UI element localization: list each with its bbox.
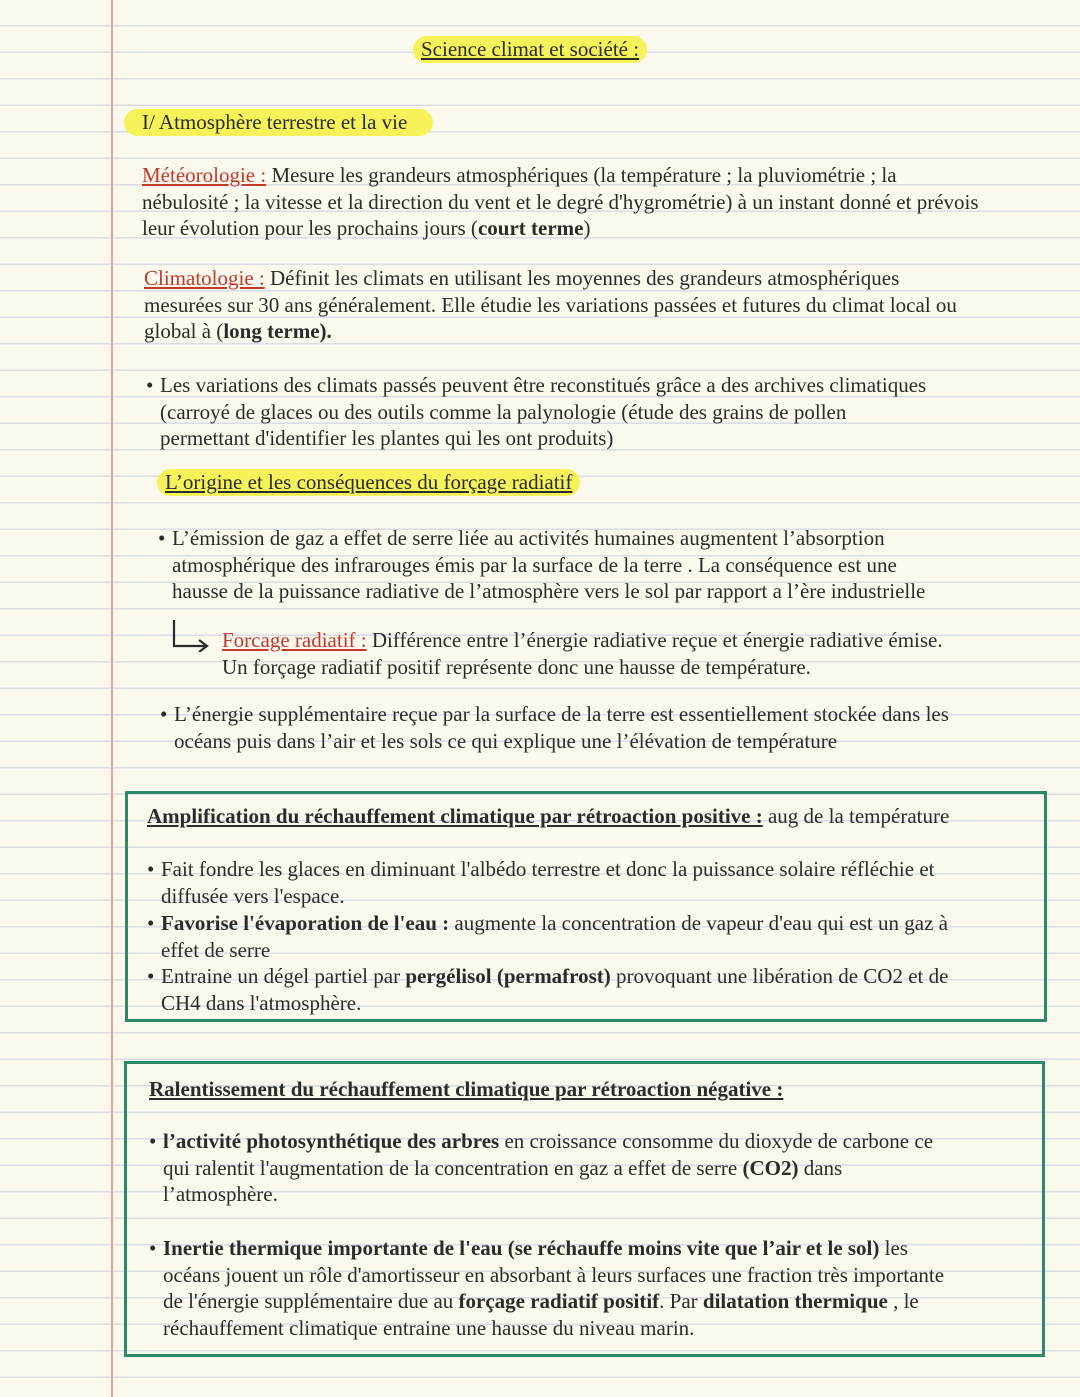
list-item-archives bbox=[146, 372, 1060, 452]
bullet-icon: • bbox=[147, 857, 155, 881]
bullet-icon: • bbox=[149, 1236, 157, 1260]
forcage-term: Forcage radiatif : bbox=[222, 628, 367, 652]
bullet-icon: • bbox=[160, 702, 168, 726]
meteo-line-1: Mesure les grandeurs atmosphériques (la température ; la pluviométrie ; la bbox=[266, 163, 897, 187]
inertie-line-4: réchauffement climatique entraine une hausse du niveau marin. bbox=[163, 1315, 695, 1340]
evaporation-line-1: augmente la concentration de vapeur d'eau qui est un gaz à bbox=[449, 911, 948, 935]
photosynthese-co2: (CO2) bbox=[742, 1155, 799, 1180]
inertie-forcage: forçage radiatif positif bbox=[458, 1289, 660, 1313]
box1-item-evaporation bbox=[147, 910, 1036, 963]
meteo-line-3-end: ) bbox=[583, 216, 591, 240]
emission-line-3: hausse de la puissance radiative de l’atmosphère vers le sol par rapport a l’ère industrielle bbox=[172, 579, 926, 603]
degel-line-1-post: provoquant une libération de CO2 et de bbox=[610, 964, 949, 988]
inertie-line-3-pre: de l'énergie supplémentaire due au bbox=[163, 1289, 459, 1313]
degel-line-2: CH4 dans l'atmosphère. bbox=[161, 990, 362, 1015]
meteorologie-term: Météorologie : bbox=[142, 163, 267, 187]
photosynthese-line-2-pre: qui ralentit l'augmentation de la concentration en gaz a effet de serre bbox=[163, 1155, 743, 1180]
archives-line-2: (carroyé de glaces ou des outils comme la palynologie (étude des grains de pollen bbox=[160, 399, 847, 424]
photosynthese-line-3: l’atmosphère. bbox=[163, 1182, 278, 1206]
inertie-line-2: océans jouent un rôle d'amortisseur en absorbant à leurs surfaces une fraction très importante bbox=[163, 1262, 945, 1287]
box2-item-photosynthese bbox=[149, 1128, 1033, 1208]
climatologie-definition bbox=[144, 265, 1064, 345]
bullet-icon: • bbox=[147, 911, 155, 935]
clim-long-terme: long terme). bbox=[223, 319, 332, 343]
glaces-line-2: diffusée vers l'espace. bbox=[161, 883, 345, 908]
bullet-icon: • bbox=[147, 964, 155, 988]
photosynthese-bold: l’activité photosynthétique des arbres bbox=[163, 1129, 500, 1153]
list-item-emission bbox=[158, 525, 1062, 605]
inertie-dilatation: dilatation thermique bbox=[702, 1289, 888, 1313]
list-item-energie bbox=[160, 701, 1064, 754]
degel-bold: pergélisol (permafrost) bbox=[405, 964, 611, 988]
climatologie-term: Climatologie : bbox=[144, 266, 265, 290]
archives-line-3: permettant d'identifier les plantes qui les ont produits) bbox=[160, 426, 614, 450]
clim-line-1: Définit les climats en utilisant les moyennes des grandeurs atmosphériques bbox=[264, 266, 900, 290]
box2-title bbox=[149, 1076, 1029, 1103]
photosynthese-line-1: en croissance consomme du dioxyde de carbone ce bbox=[499, 1129, 934, 1153]
clim-line-3: global à ( bbox=[144, 319, 224, 343]
bullet-icon: • bbox=[149, 1129, 157, 1153]
meteo-line-3: leur évolution pour les prochains jours ( bbox=[142, 216, 478, 240]
inertie-bold: Inertie thermique importante de l'eau (se réchauffe moins vite que l’air et le sol) bbox=[163, 1236, 880, 1260]
box1-title-bold: Amplification du réchauffement climatique par rétroaction positive : bbox=[147, 804, 763, 828]
degel-line-1-pre: Entraine un dégel partiel par bbox=[161, 964, 406, 988]
inertie-line-3-post: , le bbox=[887, 1289, 919, 1313]
evaporation-bold: Favorise l'évaporation de l'eau : bbox=[161, 911, 450, 935]
bullet-icon: • bbox=[146, 373, 154, 397]
box2-item-inertie bbox=[149, 1235, 1033, 1341]
emission-line-1: L’émission de gaz a effet de serre liée au activités humaines augmentent l’absorption bbox=[172, 526, 885, 550]
bullet-icon: • bbox=[158, 526, 166, 550]
meteo-line-2: nébulosité ; la vitesse et la direction du vent et le degré d'hygrométrie) à un instant donné et prévois bbox=[142, 189, 979, 214]
page-title: Science climat et société : bbox=[413, 36, 647, 63]
meteo-court-terme: court terme bbox=[477, 216, 584, 240]
box2-title-bold: Ralentissement du réchauffement climatique par rétroaction négative : bbox=[149, 1077, 784, 1101]
glaces-line-1: Fait fondre les glaces en diminuant l'albédo terrestre et donc la puissance solaire réfléchie et bbox=[161, 857, 935, 881]
box1-item-degel bbox=[147, 963, 1036, 1016]
emission-line-2: atmosphérique des infrarouges émis par la surface de la terre . La conséquence est une bbox=[172, 552, 897, 577]
archives-line-1: Les variations des climats passés peuvent être reconstitués grâce a des archives climatiques bbox=[160, 373, 927, 397]
evaporation-line-2: effet de serre bbox=[161, 937, 271, 962]
section-heading-atmosphere: I/ Atmosphère terrestre et la vie bbox=[124, 109, 433, 136]
section-heading-forcage: L’origine et les conséquences du forçage radiatif bbox=[157, 469, 580, 496]
margin-line bbox=[111, 0, 113, 1397]
energie-line-2: océans puis dans l’air et les sols ce qui explique une l’élévation de température bbox=[174, 728, 838, 753]
forcage-line-2: Un forçage radiatif positif représente donc une hausse de température. bbox=[222, 654, 811, 679]
clim-line-2: mesurées sur 30 ans généralement. Elle étudie les variations passées et futures du climat local ou bbox=[144, 292, 957, 317]
box1-title bbox=[147, 803, 1037, 830]
meteorologie-definition bbox=[142, 162, 1072, 242]
photosynthese-line-2-post: dans bbox=[798, 1155, 843, 1180]
forcage-definition bbox=[222, 627, 1062, 680]
inertie-line-1: les bbox=[879, 1236, 908, 1260]
inertie-line-3-mid: . Par bbox=[659, 1289, 703, 1313]
energie-line-1: L’énergie supplémentaire reçue par la surface de la terre est essentiellement stockée dans les bbox=[174, 702, 949, 726]
arrow-down-right-icon bbox=[168, 618, 212, 652]
box1-item-glaces bbox=[147, 856, 1036, 909]
forcage-line-1: Différence entre l’énergie radiative reçue et énergie radiative émise. bbox=[366, 628, 943, 652]
box1-title-rest: aug de la température bbox=[762, 804, 950, 828]
